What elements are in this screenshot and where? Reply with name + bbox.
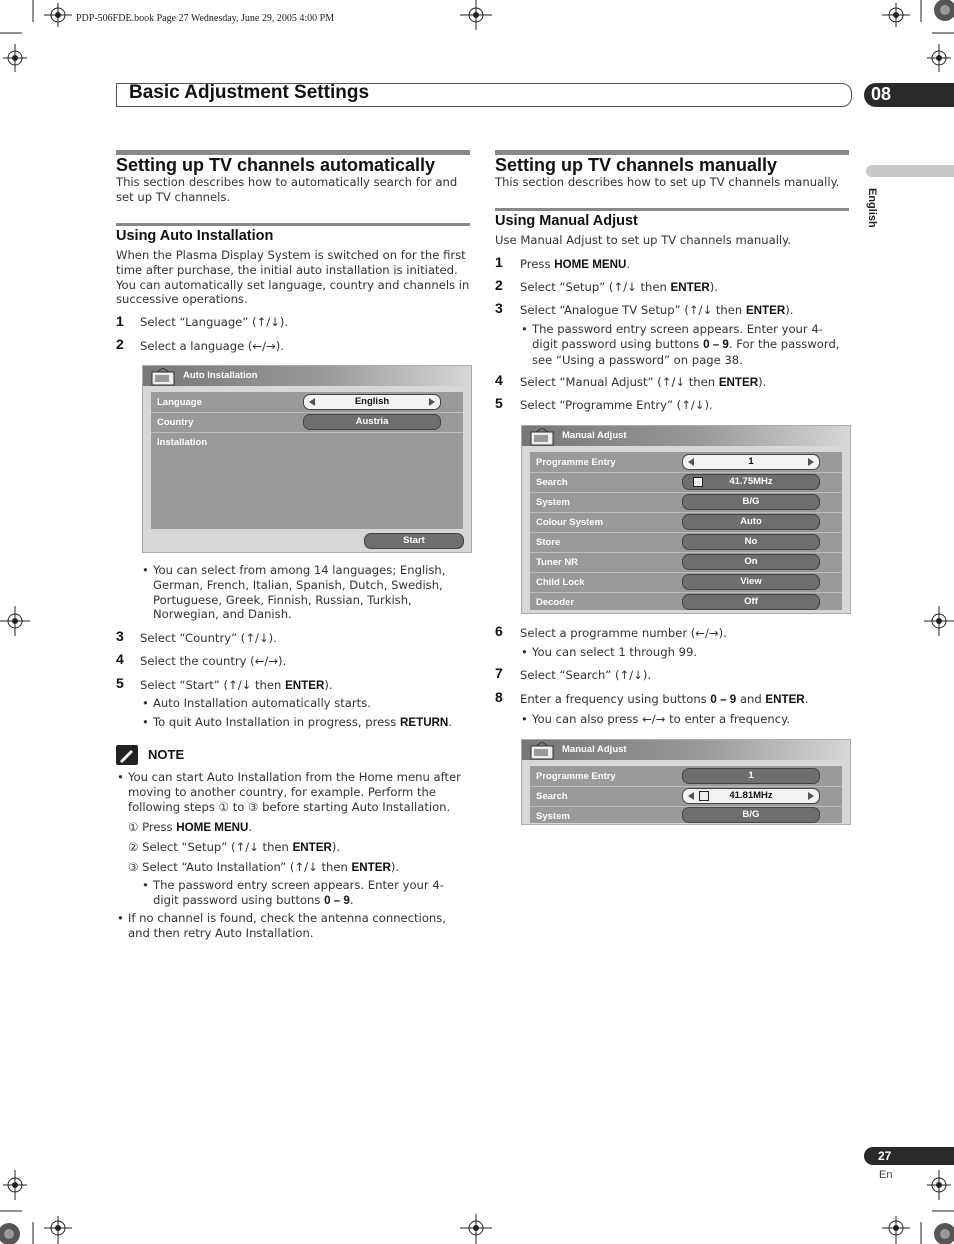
arrow-right-icon	[808, 792, 814, 800]
file-info: PDP-506FDE.book Page 27 Wednesday, June 29, 2005 4:00 PM	[76, 13, 335, 24]
page-title: Basic Adjustment Settings	[129, 82, 370, 103]
setting-label: Search	[536, 791, 568, 802]
system-value[interactable]: B/G	[682, 807, 820, 823]
search-frequency-selector[interactable]	[682, 788, 820, 804]
step-number: 4	[495, 372, 503, 388]
store-value[interactable]: No	[682, 534, 820, 550]
setting-label: Installation	[157, 437, 208, 448]
step-text: Enter a frequency using buttons 0 – 9 and ENTER.	[520, 692, 809, 706]
setting-label: System	[536, 497, 570, 508]
setting-label: Decoder	[536, 597, 575, 608]
step-number: 1	[116, 313, 124, 329]
step-text: Select “Setup” (↑/↓ then ENTER).	[520, 280, 719, 294]
step-number: 2	[495, 277, 503, 293]
step-number: 3	[116, 628, 124, 644]
step-number: 1	[495, 254, 503, 270]
screen-title-bar	[522, 426, 850, 446]
section-heading-auto: Setting up TV channels automatically	[116, 155, 436, 175]
note-step: ① Press HOME MENU.	[128, 820, 253, 834]
step-text: Select “Programme Entry” (↑/↓).	[520, 398, 713, 412]
note-bullet: • You can start Auto Installation from the Home menu after moving to another country, for example. Perform the following steps ① to ③ before starting Auto Installation.	[128, 770, 470, 814]
section-intro-auto: This section describes how to automatically search for and set up TV channels.	[116, 175, 458, 204]
subsection-rule	[116, 223, 470, 226]
subheading-manual-adjust: Using Manual Adjust	[495, 213, 638, 229]
start-button[interactable]: Start	[364, 533, 464, 549]
chapter-number: 08	[871, 84, 892, 104]
search-value: 41.75MHz	[729, 476, 773, 487]
tv-menu-icon	[530, 742, 556, 760]
step-text: Select “Language” (↑/↓).	[140, 315, 289, 329]
step-number: 6	[495, 623, 503, 639]
manual-adjust-screen	[521, 425, 851, 614]
tv-menu-icon	[151, 368, 177, 386]
setting-row-installation[interactable]	[151, 432, 463, 452]
page-number: 27	[878, 1149, 892, 1163]
settings-panel	[530, 766, 842, 823]
screen-title: Auto Installation	[183, 370, 258, 381]
step-text: Select a programme number (←/→).	[520, 626, 727, 640]
setting-row-child-lock[interactable]	[530, 572, 842, 593]
bullet-item: • You can select 1 through 99.	[532, 645, 832, 660]
setting-row-programme-entry[interactable]	[530, 766, 842, 787]
screen-title: Manual Adjust	[562, 744, 627, 755]
step-number: 5	[116, 675, 124, 691]
bullet-item: • You can also press ←/→ to enter a frequency.	[532, 712, 832, 727]
search-value: 41.81MHz	[729, 790, 773, 801]
system-value[interactable]: B/G	[682, 494, 820, 510]
section-heading-manual: Setting up TV channels manually	[495, 155, 778, 175]
search-value-field[interactable]	[682, 474, 820, 490]
subsection-rule	[495, 208, 849, 211]
tv-menu-icon	[530, 428, 556, 446]
setting-row-tuner-nr[interactable]	[530, 552, 842, 573]
keypad-icon	[699, 791, 709, 801]
note-step: ② Select “Setup” (↑/↓ then ENTER).	[128, 840, 341, 854]
chapter-badge	[864, 83, 954, 107]
note-step: ③ Select “Auto Installation” (↑/↓ then ENTER).	[128, 860, 400, 874]
step-text: Select a language (←/→).	[140, 339, 284, 353]
bullet-item: • Auto Installation automatically starts.	[153, 696, 463, 711]
setting-row-decoder[interactable]	[530, 592, 842, 612]
setting-label: System	[536, 811, 570, 822]
step-text: Select “Manual Adjust” (↑/↓ then ENTER).	[520, 375, 767, 389]
setting-label: Programme Entry	[536, 457, 616, 468]
programme-entry-selector[interactable]	[682, 454, 820, 470]
arrow-right-icon	[808, 458, 814, 466]
language-tab	[866, 165, 954, 177]
bullet-item: • To quit Auto Installation in progress, press RETURN.	[153, 715, 463, 731]
language-tab-label: English	[866, 188, 878, 228]
setting-label: Tuner NR	[536, 557, 579, 568]
auto-installation-screen	[142, 365, 472, 553]
child-lock-value[interactable]: View	[682, 574, 820, 590]
colour-system-value[interactable]: Auto	[682, 514, 820, 530]
country-value[interactable]: Austria	[303, 414, 441, 430]
setting-label: Programme Entry	[536, 771, 616, 782]
note-bullet: • If no channel is found, check the antenna connections, and then retry Auto Installation.	[128, 911, 470, 941]
arrow-left-icon	[688, 458, 694, 466]
setting-row-country[interactable]	[151, 412, 463, 433]
note-title: NOTE	[148, 747, 185, 762]
setting-row-language[interactable]	[151, 392, 463, 413]
step-number: 5	[495, 395, 503, 411]
step-text: Select “Search” (↑/↓).	[520, 668, 652, 682]
step-number: 8	[495, 689, 503, 705]
screen-title-bar	[522, 740, 850, 760]
note-icon	[116, 745, 138, 765]
decoder-value[interactable]: Off	[682, 594, 820, 610]
step-text: Select the country (←/→).	[140, 654, 287, 668]
page-number-badge	[864, 1147, 954, 1165]
setting-row-colour-system[interactable]	[530, 512, 842, 533]
auto-installation-description: When the Plasma Display System is switched on for the first time after purchase, the initial auto installation is initiated. You can automatically set language, country and channels in successive operations.	[116, 248, 470, 307]
programme-entry-value: 1	[748, 456, 754, 467]
setting-label: Store	[536, 537, 561, 548]
setting-row-system[interactable]	[530, 806, 842, 826]
setting-row-programme-entry[interactable]	[530, 452, 842, 473]
language-selector[interactable]	[303, 394, 441, 410]
setting-label: Colour System	[536, 517, 604, 528]
language-value: English	[354, 396, 390, 407]
keypad-icon	[693, 477, 703, 487]
page-language: En	[879, 1169, 893, 1181]
step-number: 3	[495, 300, 503, 316]
setting-row-store[interactable]	[530, 532, 842, 553]
manual-adjust-screen-search	[521, 739, 851, 825]
step-number: 4	[116, 651, 124, 667]
note-sub-bullet: • The password entry screen appears. Enter your 4-digit password using buttons 0 – 9.	[153, 878, 469, 909]
setting-label: Child Lock	[536, 577, 585, 588]
manual-adjust-description: Use Manual Adjust to set up TV channels manually.	[495, 233, 792, 247]
subheading-auto-installation: Using Auto Installation	[116, 228, 274, 244]
screen-title-bar	[143, 366, 471, 386]
setting-label: Language	[157, 397, 202, 408]
page-header	[116, 83, 852, 107]
step-text: Press HOME MENU.	[520, 257, 631, 271]
step-text: Select “Start” (↑/↓ then ENTER).	[140, 678, 333, 692]
arrow-left-icon	[688, 792, 694, 800]
setting-label: Country	[157, 417, 194, 428]
setting-row-search[interactable]	[530, 786, 842, 807]
arrow-left-icon	[309, 398, 315, 406]
programme-entry-value[interactable]: 1	[682, 768, 820, 784]
step-number: 7	[495, 665, 503, 681]
section-intro-manual: This section describes how to set up TV channels manually.	[495, 175, 840, 189]
step-text: Select “Country” (↑/↓).	[140, 631, 277, 645]
settings-panel	[151, 392, 463, 529]
password-note: • The password entry screen appears. Enter your 4-digit password using buttons 0 – 9. For the password, see “Using a password” on page 38.	[532, 322, 844, 367]
setting-label: Search	[536, 477, 568, 488]
tuner-nr-value[interactable]: On	[682, 554, 820, 570]
arrow-right-icon	[429, 398, 435, 406]
screen-title: Manual Adjust	[562, 430, 627, 441]
setting-row-system[interactable]	[530, 492, 842, 513]
settings-panel	[530, 452, 842, 610]
languages-note: • You can select from among 14 languages; English, German, French, Italian, Spanish, Dutch, Swedish, Portuguese, Greek, Finnish, Russian, Turkish, Norwegian, and Danish.	[153, 563, 453, 622]
setting-row-search[interactable]	[530, 472, 842, 493]
step-number: 2	[116, 336, 124, 352]
step-text: Select “Analogue TV Setup” (↑/↓ then ENTER).	[520, 303, 794, 317]
